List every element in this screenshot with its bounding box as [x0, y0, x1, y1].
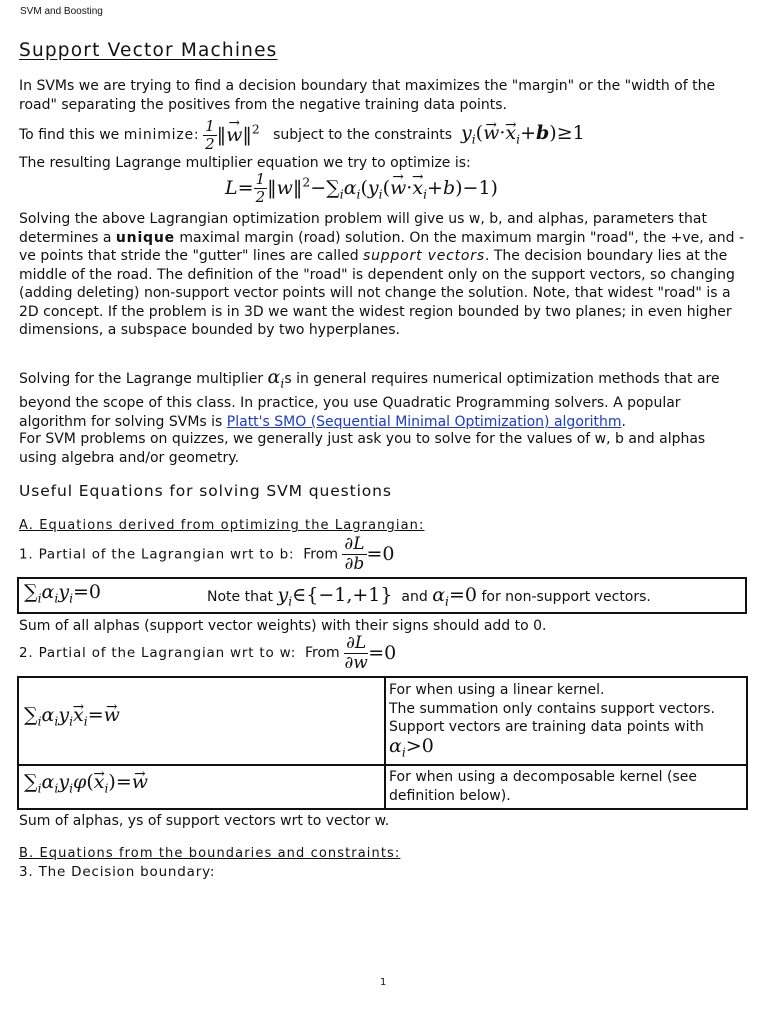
subject-to-text: subject to the constraints [273, 127, 453, 143]
partial-w-formula: $\frac{\partial L}{\partial w}$ =0 [344, 632, 397, 673]
lagrangian-equation: L= $\frac{1}{2}$ $‖w‖^2-\sum_i\alpha_i(y_i(\to w\cdot\to x_i+b)-1)$ [19, 172, 744, 208]
smo-algorithm-link[interactable]: Platt's SMO (Sequential Minimal Optimization) algorithm [226, 414, 622, 431]
section-b-heading: B. Equations from the boundaries and constraints: [19, 846, 401, 861]
table-column-divider [384, 678, 386, 808]
kernel-formula: $\sum_i\alpha_iy_i\varphi(\to x_i)=\to w$ [24, 773, 148, 798]
item-1-label: 1. Partial of the Lagrangian wrt to b: [19, 546, 295, 563]
useful-equations-heading: Useful Equations for solving SVM questions [19, 482, 392, 500]
alpha-sum-formula: $\sum_i\alpha_iy_i=0$ [24, 581, 102, 606]
alpha-symbol: $\alpha_i$ [267, 366, 285, 391]
from-word-2: From [305, 645, 340, 661]
minimize-colon: : [193, 127, 199, 143]
running-header: SVM and Boosting [20, 6, 103, 17]
item-2-line [19, 634, 744, 674]
minimize-prefix: To find this we [19, 127, 124, 143]
box-note-and: and [401, 589, 428, 605]
item-3-label [19, 863, 744, 882]
lagrange-intro: The resulting Lagrange multiplier equation we try to optimize is: [19, 155, 471, 171]
alpha-text-3: . [621, 414, 626, 431]
row1-desc-3: Support vectors are training data points with [389, 719, 704, 735]
item-1-line [19, 536, 744, 576]
item-3-text: 3. The Decision boundary: [19, 864, 216, 880]
alpha-text-1: Solving for the Lagrange multiplier [19, 371, 268, 387]
table-row-divider [19, 764, 746, 766]
section-a-heading: A. Equations derived from optimizing the Lagrangian: [19, 518, 425, 533]
page-title: Support Vector Machines [19, 40, 278, 61]
intro-paragraph: In SVMs we are trying to find a decision boundary that maximizes the "margin" or the "width of the road" separating the positives from the negative training data points. [19, 78, 716, 113]
constraint-formula: $y_i(\to w\cdot\to x_i+b)\ge 1$ [461, 122, 585, 144]
quiz-note: For SVM problems on quizzes, we generally just ask you to solve for the values of w, b and alphas using algebra and/or geometry. [19, 431, 706, 466]
solving-paragraph [19, 210, 744, 340]
linear-kernel-formula: $\sum_i\alpha_iy_i\to x_i=\to w$ [24, 706, 120, 731]
alpha-sum-box [17, 577, 747, 614]
minimize-word: minimize [123, 127, 194, 143]
kernel-description: For when using a decomposable kernel (see definition below). [389, 769, 697, 804]
unique-word: unique [115, 229, 175, 246]
support-vectors-term: support vectors [363, 248, 485, 264]
row1-desc-2: The summation only contains support vectors. [389, 700, 715, 717]
partial-b-formula: $\frac{\partial L}{\partial b}$ =0 [344, 534, 395, 574]
item-2-label: 2. Partial of the Lagrangian wrt to w: [19, 645, 297, 661]
row1-desc-1: For when using a linear kernel. [389, 682, 605, 698]
alpha-paragraph [19, 368, 744, 433]
alpha-zero-formula: $\alpha_i=0$ [432, 584, 477, 609]
box-note [207, 586, 651, 611]
solving-text-2: maximal margin (road) solution. On the maximum margin "road", the +ve, and -ve points that stride the "gutter" lines are called [19, 229, 744, 264]
minimize-line [19, 113, 744, 153]
box-note-suffix: for non-support vectors. [481, 589, 651, 605]
alpha-sum-note: Sum of all alphas (support vector weights) with their signs should add to 0. [19, 618, 547, 634]
alpha-text-2: s in general requires numerical optimization methods that are beyond the scope of this class. In practice, you use Quadratic Programming solvers. A popular algorithm for solving SVMs is [19, 371, 720, 431]
w-equations-table [17, 676, 748, 810]
alpha-positive-formula: $\alpha_i>0$ [389, 734, 434, 759]
y-membership-formula: $y_i\in\{-1,+1\}$ [277, 584, 393, 609]
solving-text-1: Solving the above Lagrangian optimization problem will give us w, b, and alphas, parameters that determines a [19, 211, 707, 246]
box-note-prefix: Note that [207, 589, 274, 605]
w-sum-note: Sum of alphas, ys of support vectors wrt to vector w. [19, 813, 390, 829]
linear-kernel-description [389, 681, 744, 761]
from-word-1: From [303, 546, 338, 563]
page-number: 1 [380, 977, 387, 988]
objective-formula: $\frac{1}{2}$ ‖→ w‖$^2$ [203, 119, 260, 152]
solving-text-3: . The decision boundary lies at the middle of the road. The definition of the "road" is dependent only on the support vectors, so changing (adding deleting) non-support vector points will not change the solution. Note, that widest "road" is a 2D concept. If the problem is in 3D we want the widest region bounded by two planes; in even higher dimensions, a subspace bounded by two hyperplanes. [19, 248, 735, 338]
